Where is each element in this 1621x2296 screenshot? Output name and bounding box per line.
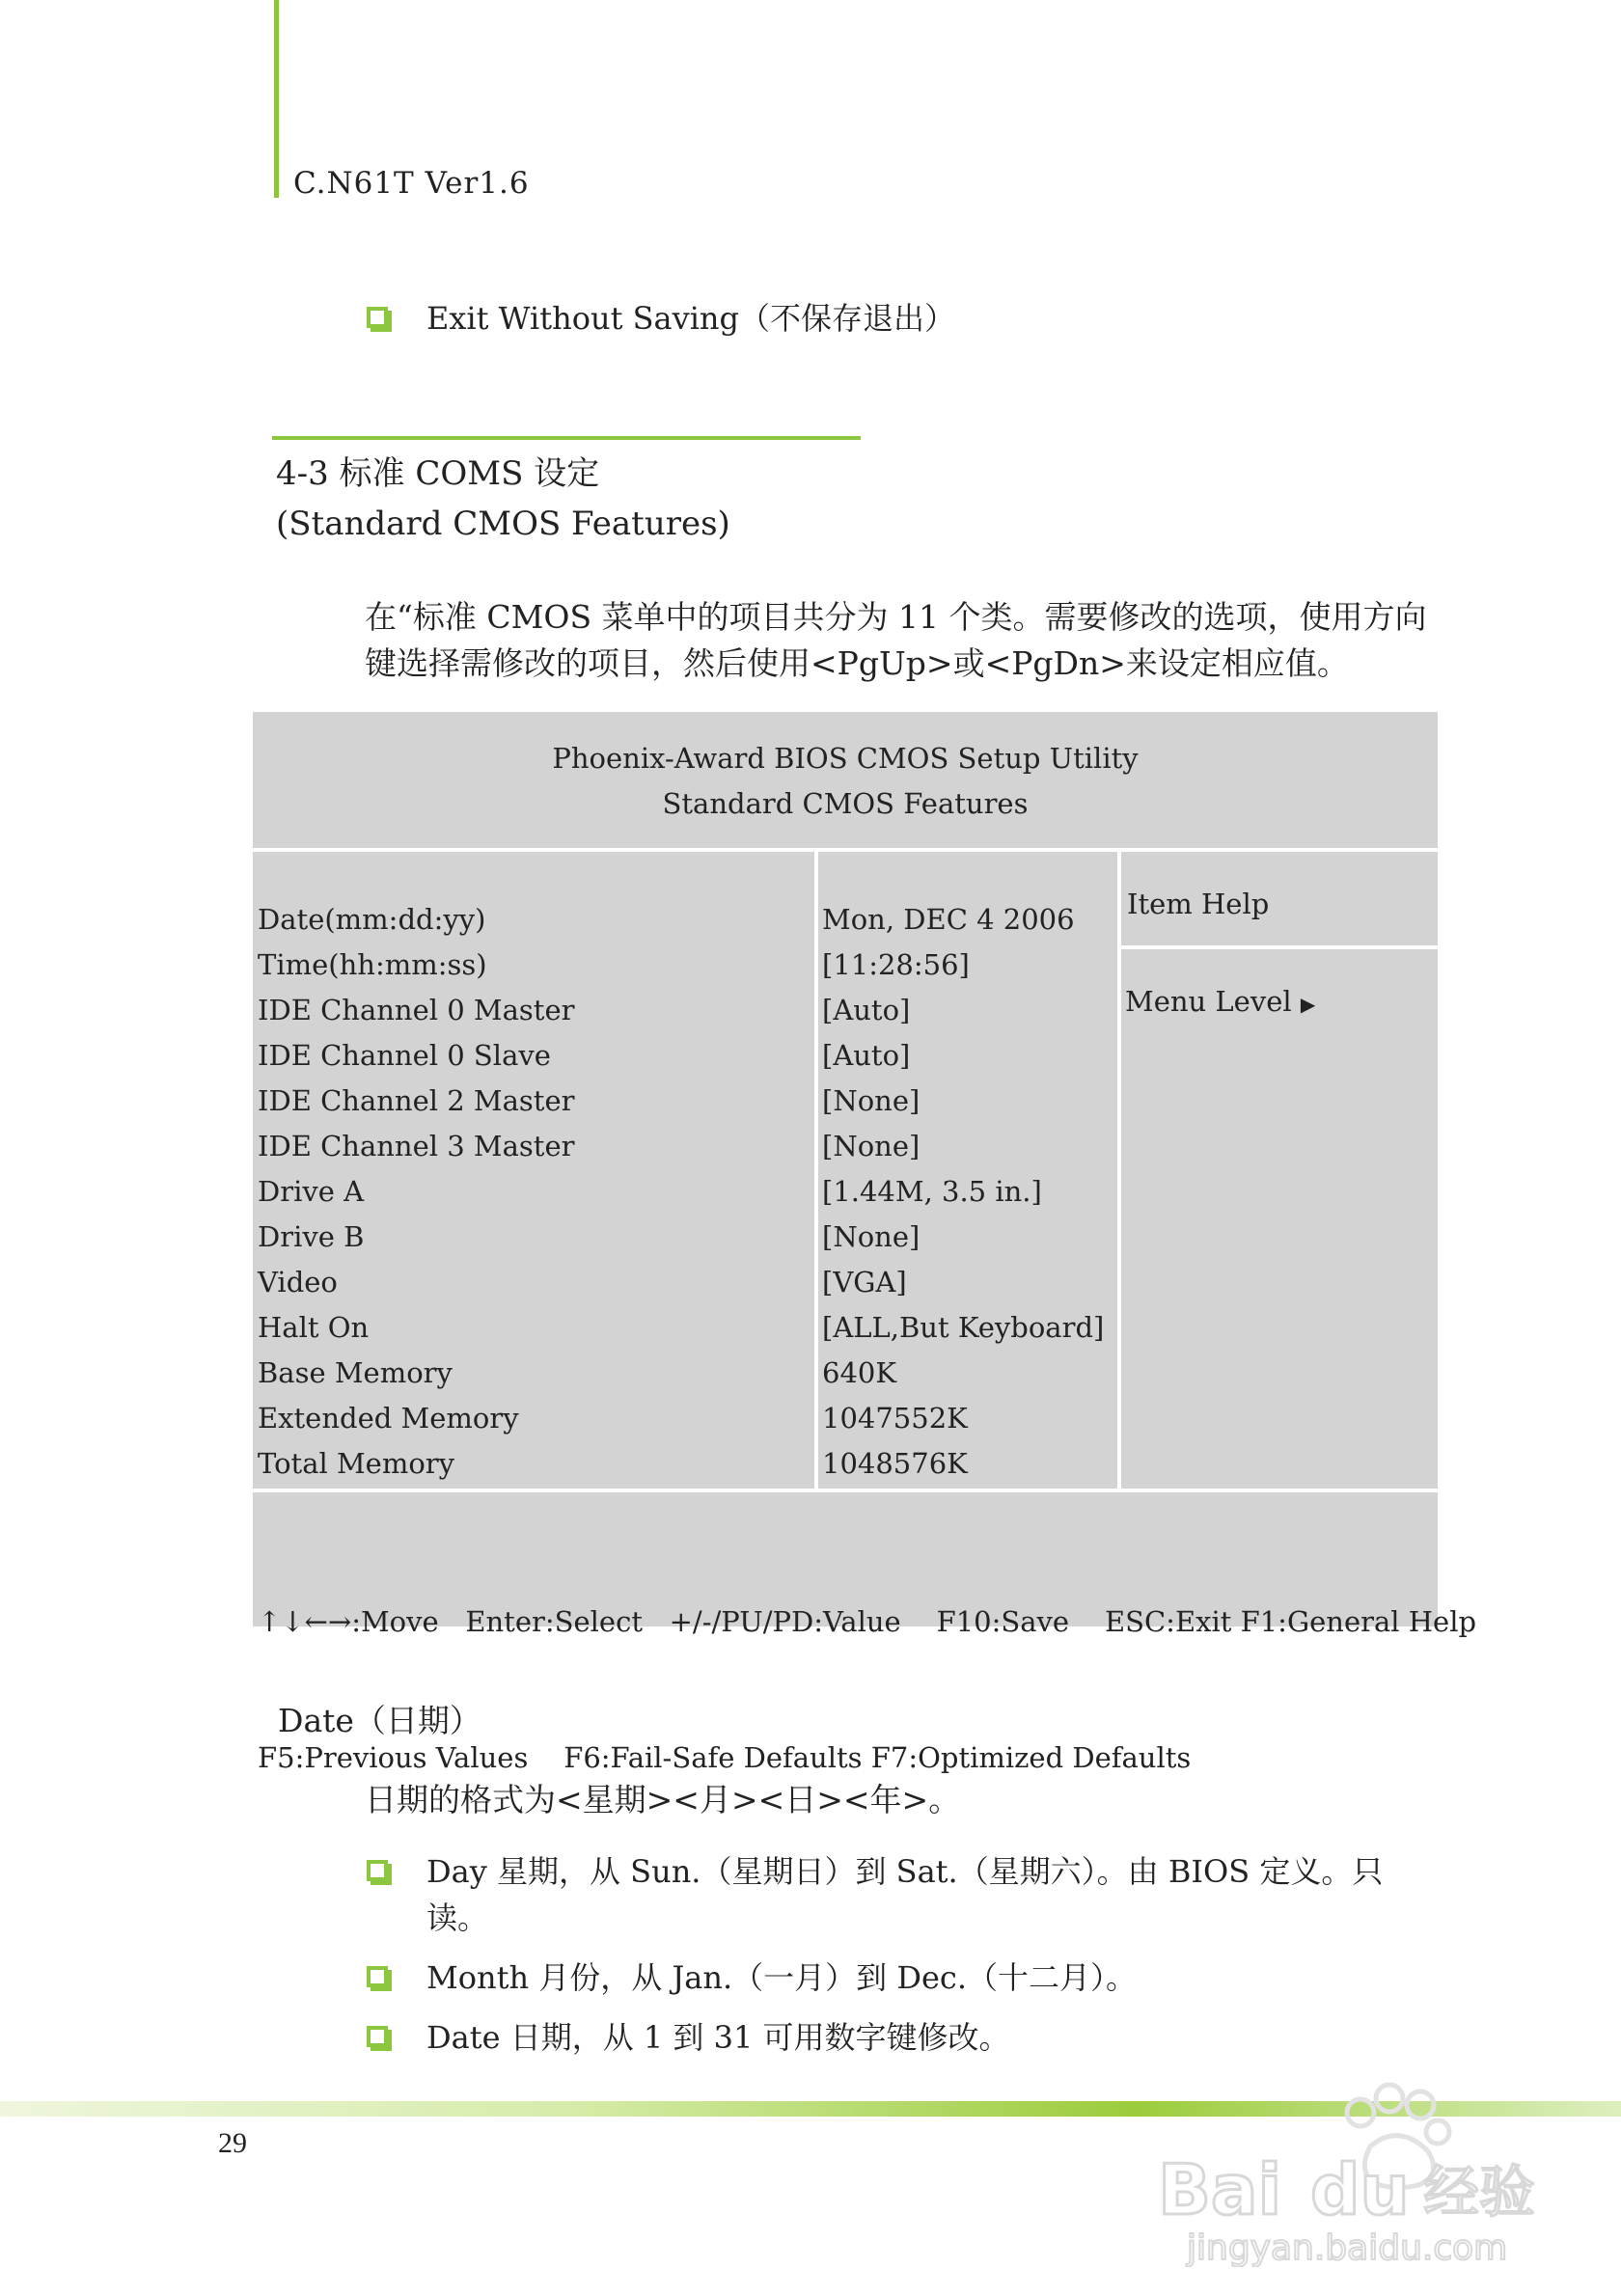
setting-label[interactable]: Total Memory xyxy=(258,1447,455,1480)
bullet-line: Month 月份，从 Jan.（一月）到 Dec.（十二月）。 xyxy=(426,1959,1138,1996)
separator xyxy=(253,1489,1438,1492)
bios-utility-title: Phoenix-Award BIOS CMOS Setup Utility xyxy=(552,742,1139,775)
separator xyxy=(1121,945,1438,949)
page-number: 29 xyxy=(218,2127,247,2159)
intro-line-2: 键选择需修改的项目，然后使用<PgUp>或<PgDn>来设定相应值。 xyxy=(365,644,1349,682)
setting-value[interactable]: [None] xyxy=(822,1130,920,1162)
date-bullet-item xyxy=(367,1954,1383,2001)
setting-label[interactable]: Time(hh:mm:ss) xyxy=(258,948,487,981)
exit-without-saving-item xyxy=(367,295,955,342)
menu-level-label: Menu Level xyxy=(1125,985,1292,1018)
setting-value[interactable]: [VGA] xyxy=(822,1266,907,1298)
date-bullet-list xyxy=(367,1848,1383,2074)
setting-label[interactable]: Video xyxy=(258,1266,338,1298)
bullet-line: Date 日期，从 1 到 31 可用数字键修改。 xyxy=(426,2019,1010,2056)
section-heading xyxy=(276,449,730,549)
setting-label[interactable]: IDE Channel 0 Slave xyxy=(258,1039,551,1072)
section-subtitle: (Standard CMOS Features) xyxy=(276,505,730,543)
bullet-line: 读。 xyxy=(426,1900,489,1936)
checkbox-bullet-icon xyxy=(367,1860,388,1881)
intro-line-1: 在“标准 CMOS 菜单中的项目共分为 11 个类。需要修改的选项，使用方向 xyxy=(365,598,1427,636)
setting-label[interactable]: IDE Channel 3 Master xyxy=(258,1130,575,1162)
section-title: 4-3 标准 COMS 设定 xyxy=(276,454,600,493)
svg-text:du: du xyxy=(1310,2149,1410,2230)
key-legend-line-1: ↑↓←→:Move Enter:Select +/-/PU/PD:Value F10:Save ESC:Exit F1:General Help xyxy=(258,1605,1477,1638)
svg-text:经验: 经验 xyxy=(1423,2159,1536,2225)
triangle-right-icon: ▶ xyxy=(1300,993,1316,1016)
setting-label[interactable]: IDE Channel 0 Master xyxy=(258,994,575,1026)
setting-label[interactable]: Extended Memory xyxy=(258,1402,519,1435)
bullet-text xyxy=(426,1954,1137,2001)
separator xyxy=(814,852,818,1489)
setting-value[interactable]: [Auto] xyxy=(822,994,911,1026)
setting-value[interactable]: 1047552K xyxy=(822,1402,968,1435)
header-accent-bar xyxy=(274,0,279,198)
date-format: 日期的格式为<星期><月><日><年>。 xyxy=(365,1781,961,1818)
setting-value[interactable]: [None] xyxy=(822,1220,920,1253)
date-bullet-item xyxy=(367,1848,1383,1941)
checkbox-bullet-icon xyxy=(367,2026,388,2047)
separator xyxy=(253,848,1438,852)
bullet-line: Day 星期，从 Sun.（星期日）到 Sat.（星期六）。由 BIOS 定义。只 xyxy=(426,1853,1384,1890)
setting-value[interactable]: [ALL,But Keyboard] xyxy=(822,1311,1105,1344)
setting-label[interactable]: Date(mm:dd:yy) xyxy=(258,903,486,936)
intro-paragraph xyxy=(365,594,1427,687)
checkbox-bullet-icon xyxy=(367,1966,388,1987)
bullet-text: Exit Without Saving（不保存退出） xyxy=(426,300,956,337)
setting-value[interactable]: [None] xyxy=(822,1084,920,1117)
key-legend-line-2: F5:Previous Values F6:Fail-Safe Defaults F7:Optimized Defaults xyxy=(258,1741,1192,1774)
svg-text:jingyan.baidu.com: jingyan.baidu.com xyxy=(1187,2228,1508,2267)
model-version: C.N61T Ver1.6 xyxy=(293,166,530,201)
setting-label[interactable]: Drive B xyxy=(258,1220,365,1253)
setting-value[interactable]: 1048576K xyxy=(822,1447,968,1480)
baidu-watermark xyxy=(1148,2045,1611,2267)
setting-value[interactable]: [Auto] xyxy=(822,1039,911,1072)
menu-level xyxy=(1125,979,1315,1027)
setting-label[interactable]: Halt On xyxy=(258,1311,370,1344)
bullet-text xyxy=(426,1848,1383,1941)
section-divider xyxy=(272,436,861,440)
setting-value[interactable]: Mon, DEC 4 2006 xyxy=(822,903,1075,936)
setting-label[interactable]: Base Memory xyxy=(258,1356,453,1389)
svg-text:Bai: Bai xyxy=(1158,2149,1282,2230)
setting-labels xyxy=(258,897,574,1487)
setting-label[interactable]: Drive A xyxy=(258,1175,365,1208)
setting-value[interactable]: [1.44M, 3.5 in.] xyxy=(822,1175,1042,1208)
item-help-title: Item Help xyxy=(1127,888,1270,920)
setting-values xyxy=(822,897,1104,1487)
bullet-text xyxy=(426,2014,1009,2061)
checkbox-bullet-icon xyxy=(367,307,388,328)
date-heading: Date（日期） xyxy=(278,1702,481,1739)
bios-title-bar xyxy=(253,712,1438,848)
bios-page-title: Standard CMOS Features xyxy=(662,787,1029,820)
setting-value[interactable]: 640K xyxy=(822,1356,897,1389)
setting-value[interactable]: [11:28:56] xyxy=(822,948,970,981)
setting-label[interactable]: IDE Channel 2 Master xyxy=(258,1084,575,1117)
